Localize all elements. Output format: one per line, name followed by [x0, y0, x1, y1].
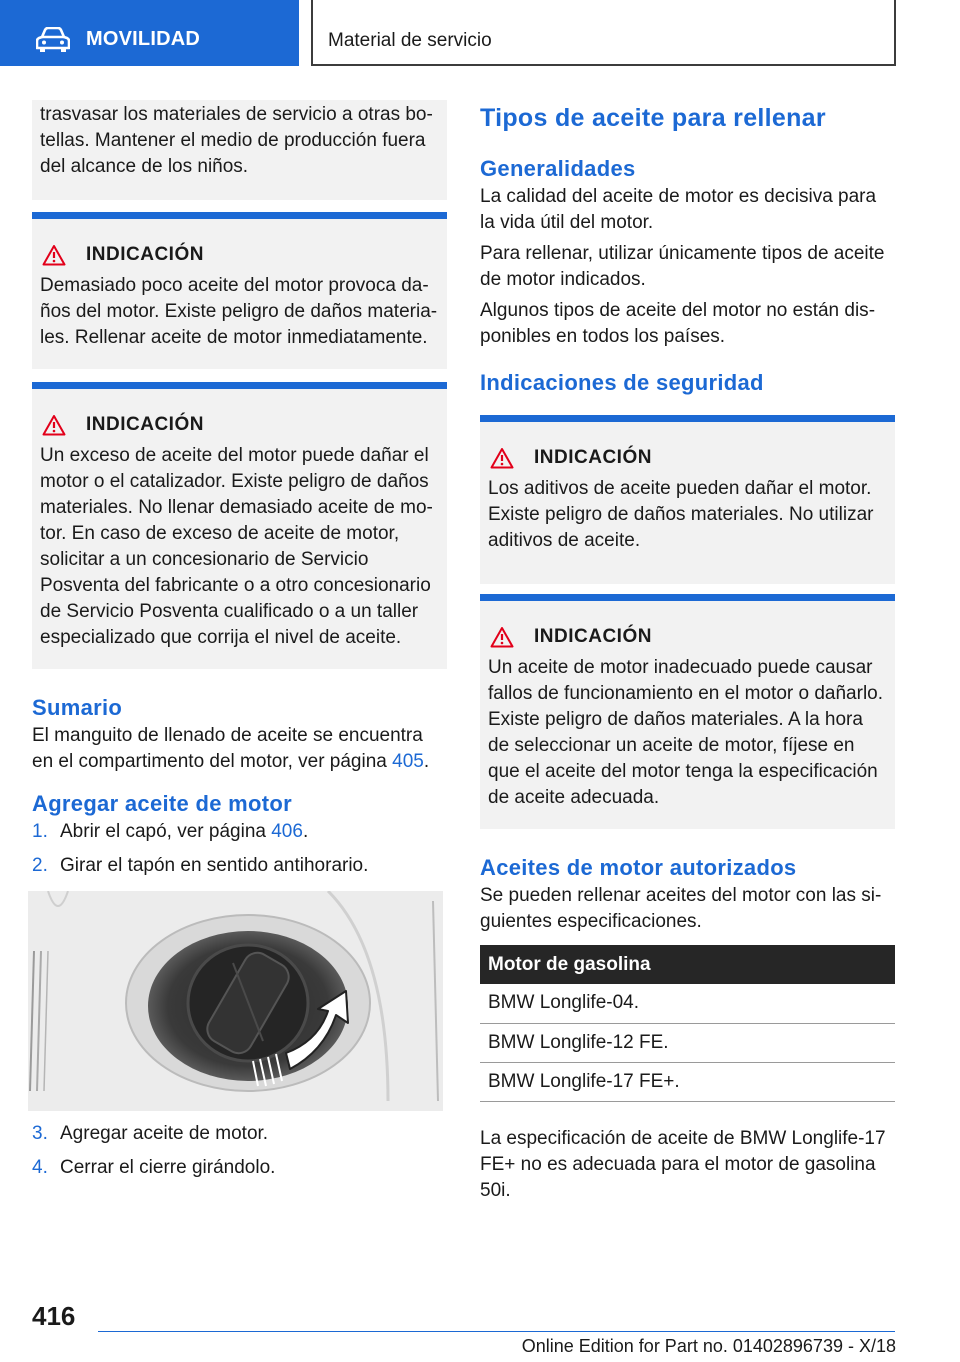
right-column	[480, 100, 895, 1204]
section-label: MOVILIDAD	[86, 28, 201, 50]
list-item: 2. Girar el tapón en sentido antihorario.	[32, 855, 369, 876]
page-link[interactable]: 406	[271, 821, 303, 842]
table-cell: BMW Longlife-12 FE.	[480, 1023, 895, 1062]
table-row	[480, 984, 895, 1023]
page-link[interactable]: 405	[392, 751, 424, 772]
warning-triangle-icon	[490, 626, 514, 648]
note-label: INDICACIÓN	[86, 244, 204, 265]
carryover-text: trasvasar los materiales de servicio a otras botellas. Mantener el medio de producción fuera del alcance de los niños.	[40, 104, 433, 177]
table-cell: BMW Longlife-17 FE+.	[480, 1062, 895, 1101]
edition-info: Online Edition for Part no. 01402896739 - X/18	[521, 1336, 896, 1356]
chapter-header	[311, 0, 896, 66]
section-heading: Agregar aceite de motor	[32, 791, 292, 816]
table-cell: BMW Longlife-04.	[480, 984, 895, 1023]
table-header-row	[480, 945, 895, 984]
note-text: Un aceite de motor inadecuado puede causar fallos de funcionamiento en el motor o dañarlo. Existe peligro de daños materiales. A la hora de seleccionar un aceite de motor, fíjese en que el aceite del motor tenga la especificación de aceite adecuada.	[488, 657, 884, 808]
oil-cap-photo	[28, 891, 443, 1111]
left-column	[32, 100, 447, 1181]
chapter-title: Material de servicio	[328, 30, 492, 51]
table-row	[480, 1023, 895, 1062]
oil-spec-table	[480, 945, 895, 1102]
warning-note	[32, 382, 447, 669]
sumario-text: El manguito de llenado de aceite se encuentra en el compartimento del motor, ver página 405.	[32, 725, 430, 772]
note-label: INDICACIÓN	[86, 414, 204, 435]
note-label: INDICACIÓN	[534, 447, 652, 468]
section-heading: Generalidades	[480, 156, 636, 181]
paragraph: La calidad del aceite de motor es decisiva para la vida útil del motor.	[480, 186, 877, 233]
list-item: 1. Abrir el capó, ver página 406.	[32, 821, 309, 842]
footer-divider	[98, 1331, 895, 1332]
note-label: INDICACIÓN	[534, 626, 652, 647]
car-icon	[36, 27, 70, 53]
section-heading: Sumario	[32, 695, 123, 720]
note-text: Demasiado poco aceite del motor provoca daños del motor. Existe peligro de daños materiales. Rellenar aceite de motor inmediatamente.	[40, 275, 438, 348]
carryover-box	[32, 100, 447, 200]
paragraph: Se pueden rellenar aceites del motor con las siguientes especificaciones.	[480, 885, 882, 932]
list-item: 3. Agregar aceite de motor.	[32, 1123, 269, 1144]
warning-note	[32, 212, 447, 369]
section-heading: Indicaciones de seguridad	[480, 370, 764, 395]
step-list	[32, 819, 447, 879]
paragraph: Para rellenar, utilizar únicamente tipos de aceite de motor indicados.	[480, 243, 885, 290]
page-number: 416	[32, 1301, 76, 1331]
main-heading: Tipos de aceite para rellenar	[480, 104, 826, 132]
section-tab[interactable]	[0, 0, 299, 66]
warning-triangle-icon	[42, 414, 66, 436]
note-text: Los aditivos de aceite pueden dañar el motor. Existe peligro de daños materiales. No utilizar aditivos de aceite.	[488, 478, 874, 551]
table-row	[480, 1062, 895, 1101]
warning-triangle-icon	[490, 447, 514, 469]
paragraph: Algunos tipos de aceite del motor no están disponibles en todos los países.	[480, 300, 876, 347]
table-header: Motor de gasolina	[480, 945, 895, 984]
note-text: Un exceso de aceite del motor puede dañar el motor o el catalizador. Existe peligro de daños materiales. No llenar demasiado aceite de motor. En caso de exceso de aceite de motor, solicitar a un concesionario de Servicio Posventa del fabricante o a otro concesionario de Servicio Posventa cualificado o a un taller especializado que corrija el nivel de aceite.	[40, 445, 433, 648]
step-list	[32, 1121, 447, 1181]
section-heading: Aceites de motor autorizados	[480, 855, 797, 880]
warning-note	[480, 415, 895, 584]
warning-note	[480, 594, 895, 829]
warning-triangle-icon	[42, 244, 66, 266]
list-item: 4. Cerrar el cierre girándolo.	[32, 1157, 276, 1178]
paragraph: La especificación de aceite de BMW Longlife-17 FE+ no es adecuada para el motor de gasolina 50i.	[480, 1127, 886, 1201]
